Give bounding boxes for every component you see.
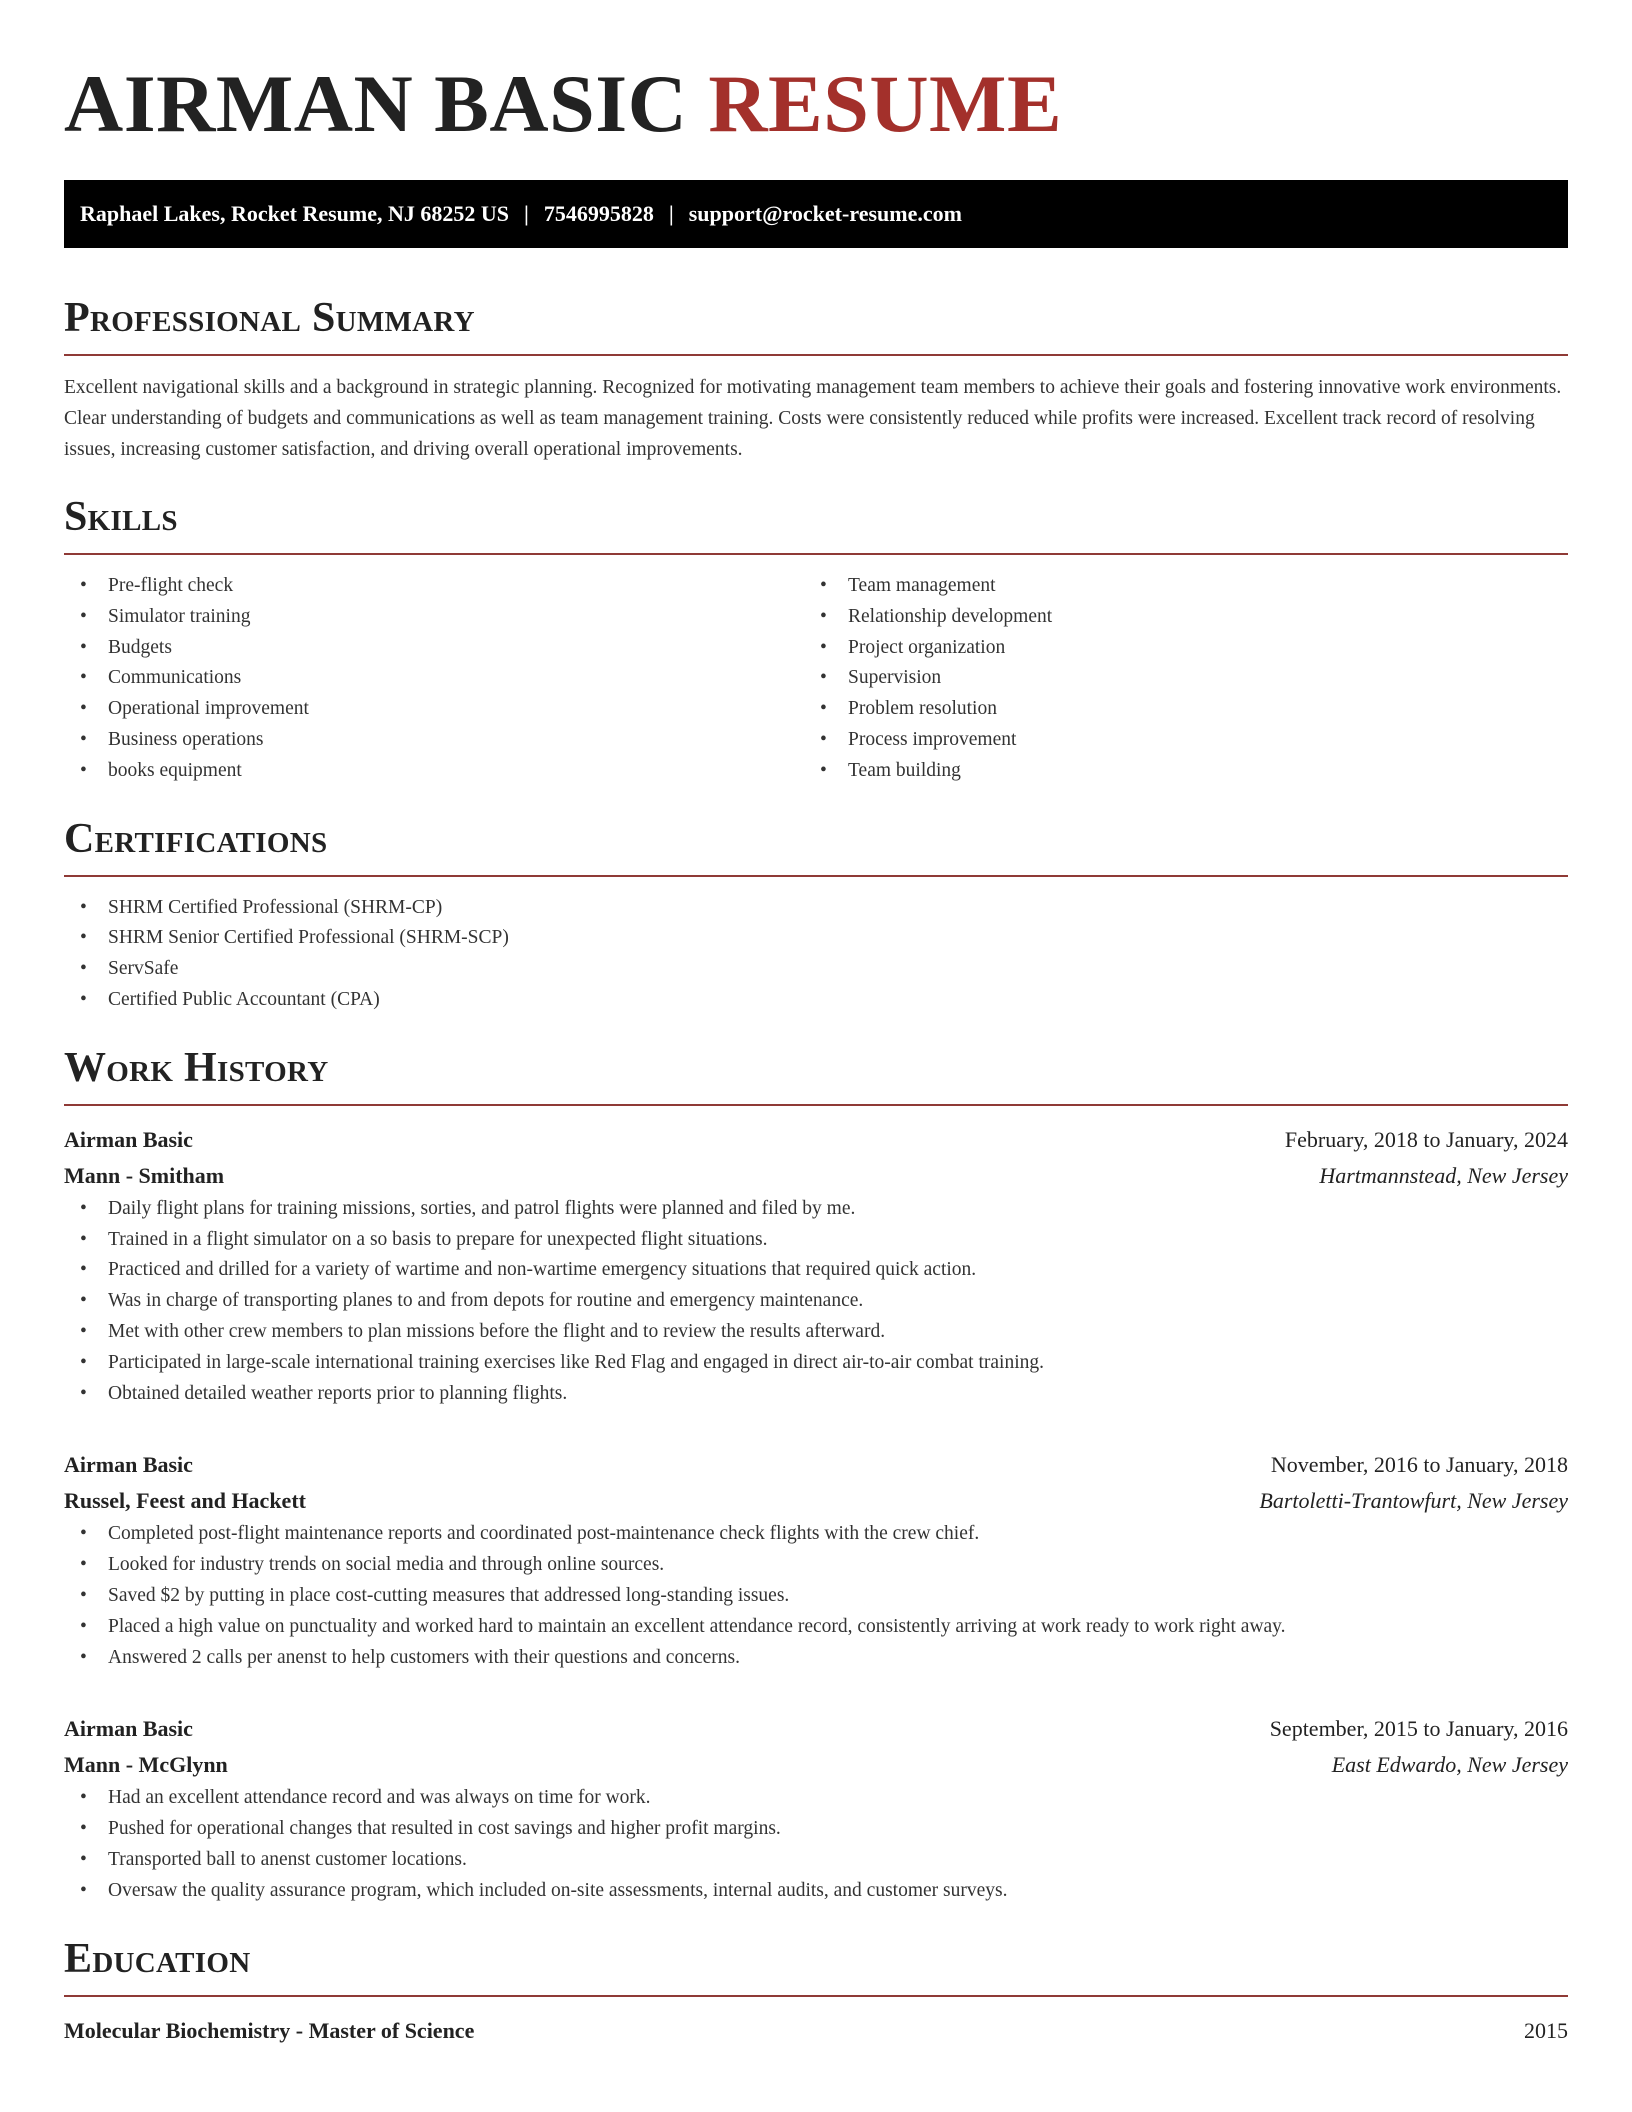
job-bullet: • Practiced and drilled for a variety of wartime and non-wartime emergency situations that required quick action. [64, 1255, 1568, 1286]
section-heading-summary: Professional Summary [64, 295, 475, 341]
job-bullet: • Had an excellent attendance record and was always on time for work. [64, 1783, 1568, 1814]
job-bullet: • Looked for industry trends on social media and through online sources. [64, 1550, 1568, 1581]
contact-address: Raphael Lakes, Rocket Resume, NJ 68252 US [80, 201, 509, 226]
skill-item: • Project organization [804, 633, 1544, 664]
skill-item: • Team management [804, 571, 1544, 602]
job-entry [64, 1711, 1568, 1906]
section-divider [64, 875, 1568, 877]
job-bullet: • Obtained detailed weather reports prior to planning flights. [64, 1379, 1568, 1410]
job-dates: November, 2016 to January, 2018 [1270, 1452, 1568, 1478]
job-entry [64, 1122, 1568, 1410]
job-bullet: • Saved $2 by putting in place cost-cutting measures that addressed long-standing issues. [64, 1581, 1568, 1612]
job-location: East Edwardo, New Jersey [1331, 1752, 1568, 1778]
skill-item: • Process improvement [804, 725, 1544, 756]
job-bullets [64, 1783, 1568, 1906]
job-bullets [64, 1194, 1568, 1410]
job-company: Mann - McGlynn [64, 1752, 228, 1778]
skills-list-right [804, 571, 1544, 787]
certification-item: • ServSafe [64, 954, 1568, 985]
job-dates: September, 2015 to January, 2016 [1269, 1716, 1568, 1742]
job-company-row [64, 1747, 1568, 1783]
education-degree: Molecular Biochemistry - Master of Science [64, 2017, 475, 2043]
skill-item: • Supervision [804, 663, 1544, 694]
section-divider [64, 354, 1568, 356]
contact-separator: | [524, 201, 529, 226]
job-bullet: • Transported ball to anenst customer locations. [64, 1845, 1568, 1876]
skill-item: • Relationship development [804, 602, 1544, 633]
contact-bar [64, 180, 1568, 248]
skill-item: • Business operations [64, 725, 804, 756]
skill-item: • Simulator training [64, 602, 804, 633]
summary-section [64, 292, 1568, 465]
job-company-row [64, 1158, 1568, 1194]
education-row [64, 2013, 1568, 2049]
skill-item: • Communications [64, 663, 804, 694]
section-heading-work-history: Work History [64, 1044, 329, 1091]
job-title: Airman Basic [64, 1452, 193, 1478]
skills-section [64, 491, 1568, 787]
certifications-list [64, 893, 1568, 1016]
skill-item: • Team building [804, 756, 1544, 787]
section-heading-certifications: Certifications [64, 815, 328, 862]
education-section [64, 1933, 1568, 2049]
job-entry [64, 1447, 1568, 1673]
title-main: AIRMAN BASIC [64, 58, 688, 149]
job-bullet: • Was in charge of transporting planes to and from depots for routine and emergency maintenance. [64, 1286, 1568, 1317]
job-bullet: • Participated in large-scale international training exercises like Red Flag and engaged in direct air-to-air combat training. [64, 1348, 1568, 1379]
certifications-section [64, 813, 1568, 1016]
job-location: Hartmannstead, New Jersey [1319, 1162, 1568, 1188]
section-divider [64, 1995, 1568, 1997]
contact-email[interactable]: support@rocket-resume.com [688, 201, 962, 226]
title-accent: RESUME [708, 58, 1063, 149]
certification-item: • Certified Public Accountant (CPA) [64, 985, 1568, 1016]
job-header-row [64, 1122, 1568, 1158]
skill-item: • Problem resolution [804, 694, 1544, 725]
job-bullet: • Oversaw the quality assurance program, which included on-site assessments, internal audits, and customer surveys. [64, 1876, 1568, 1907]
job-dates: February, 2018 to January, 2024 [1284, 1126, 1568, 1152]
skill-item: • books equipment [64, 756, 804, 787]
skills-columns [64, 571, 1568, 787]
job-bullet: • Placed a high value on punctuality and worked hard to maintain an excellent attendance record, consistently arriving at work ready to work right away. [64, 1612, 1568, 1643]
job-company: Russel, Feest and Hackett [64, 1488, 306, 1514]
skills-column-left [64, 571, 804, 787]
job-title: Airman Basic [64, 1716, 193, 1742]
job-bullet: • Daily flight plans for training missions, sorties, and patrol flights were planned and filed by me. [64, 1194, 1568, 1225]
job-location: Bartoletti-Trantowfurt, New Jersey [1259, 1488, 1568, 1514]
education-year: 2015 [1524, 2017, 1568, 2043]
contact-separator: | [668, 201, 674, 226]
job-title: Airman Basic [64, 1126, 193, 1152]
section-heading-education: Education [64, 1935, 251, 1982]
contact-phone[interactable]: 7546995828 [543, 201, 654, 226]
certification-item: • SHRM Senior Certified Professional (SHRM-SCP) [64, 923, 1568, 954]
skill-item: • Pre-flight check [64, 571, 804, 602]
section-heading-skills: Skills [64, 494, 178, 540]
job-bullet: • Completed post-flight maintenance reports and coordinated post-maintenance check flights with the crew chief. [64, 1519, 1568, 1550]
resume-title [64, 0, 1568, 150]
job-header-row [64, 1711, 1568, 1747]
section-divider [64, 553, 1568, 555]
section-divider [64, 1104, 1568, 1106]
certification-item: • SHRM Certified Professional (SHRM-CP) [64, 893, 1568, 924]
job-header-row [64, 1447, 1568, 1483]
job-bullet: • Answered 2 calls per anenst to help customers with their questions and concerns. [64, 1643, 1568, 1674]
skill-item: • Operational improvement [64, 694, 804, 725]
job-bullet: • Trained in a flight simulator on a so basis to prepare for unexpected flight situations. [64, 1225, 1568, 1256]
skills-column-right [804, 571, 1544, 787]
summary-text: Excellent navigational skills and a background in strategic planning. Recognized for motivating management team members to achieve their goals and fostering innovative work environments. Clear understanding of budgets and communications as well as team management training. Costs were consistently reduced while profits were increased. Excellent track record of resolving issues, increasing customer satisfaction, and driving overall operational improvements. [64, 377, 1562, 460]
job-bullet: • Met with other crew members to plan missions before the flight and to review the results afterward. [64, 1317, 1568, 1348]
job-bullets [64, 1519, 1568, 1673]
skills-list-left [64, 571, 804, 787]
job-bullet: • Pushed for operational changes that resulted in cost savings and higher profit margins. [64, 1814, 1568, 1845]
skill-item: • Budgets [64, 633, 804, 664]
work-history-section [64, 1042, 1568, 1907]
job-company-row [64, 1483, 1568, 1519]
job-company: Mann - Smitham [64, 1162, 225, 1188]
